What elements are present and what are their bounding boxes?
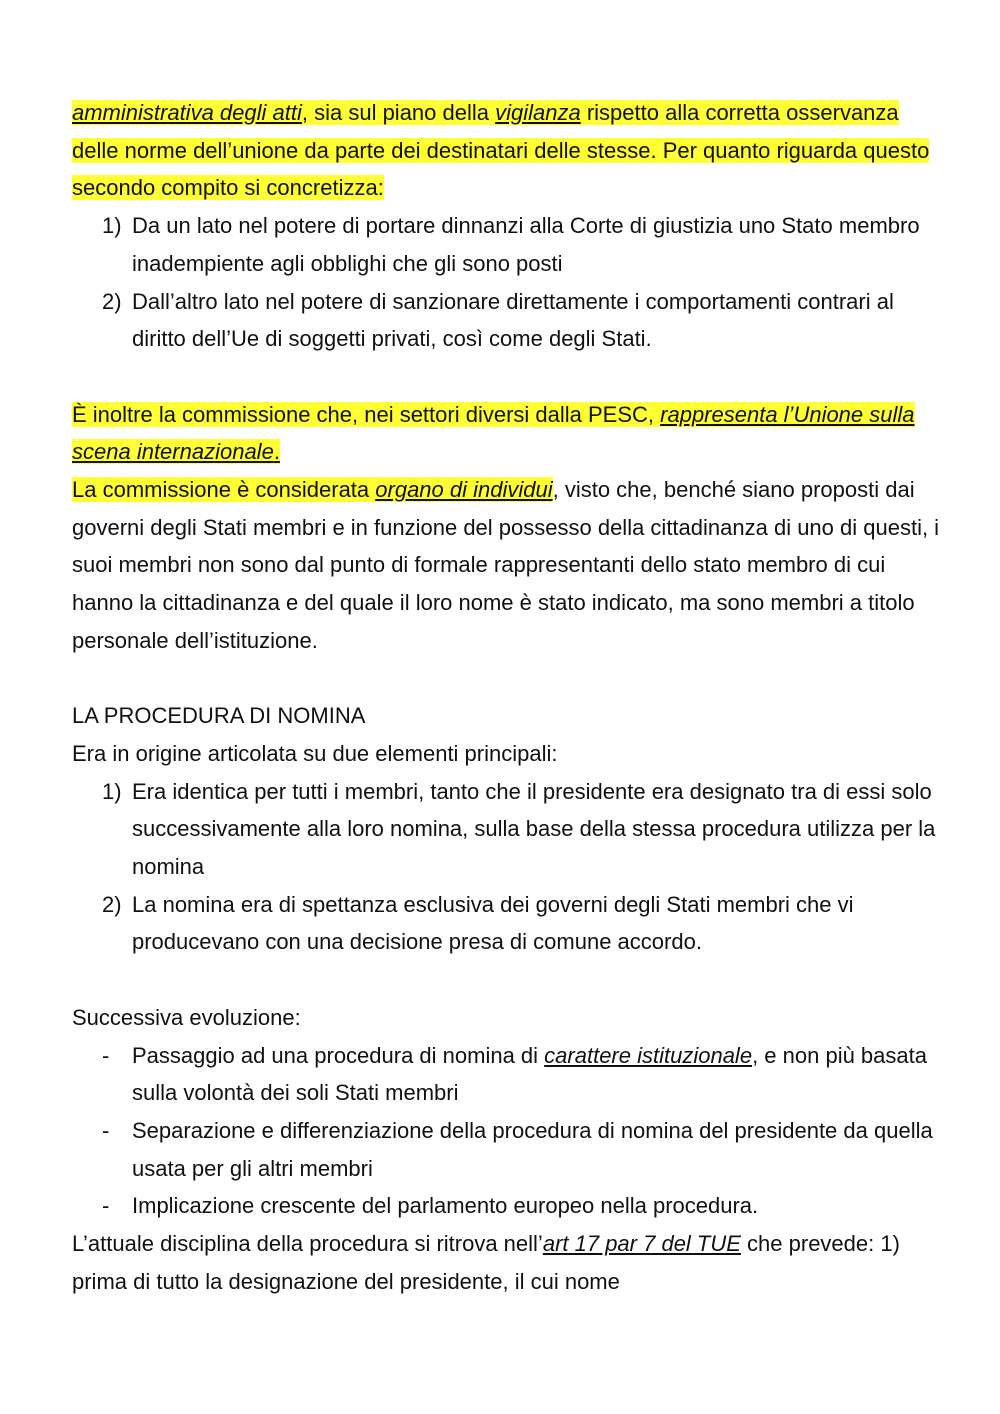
list-marker: - <box>102 1042 110 1068</box>
intro-paragraph: amministrativa degli atti, sia sul piano della vigilanza rispetto alla corretta osservanza delle norme dell’unione da parte dei destinatari delle stesse. Per quanto riguarda questo secondo compito si concretizza: <box>72 100 930 201</box>
emphasis-text: carattere istituzionale <box>544 1042 753 1068</box>
dash-list <box>72 1037 940 1226</box>
blank-line <box>72 358 940 396</box>
emphasis-text: art 17 par 7 del TUE <box>542 1231 741 1257</box>
emphasis-text: organo di individui <box>375 477 553 503</box>
list-item: - Separazione e differenziazione della procedura di nomina del presidente da quella usata per gli altri membri <box>72 1112 940 1187</box>
list-item: - Passaggio ad una procedura di nomina di carattere istituzionale, e non più basata sulla volontà dei soli Stati membri <box>72 1037 940 1112</box>
blank-line <box>72 660 940 698</box>
emphasis-text: rappresenta l’Unione sulla scena internazionale <box>72 401 915 465</box>
list-marker: 2) <box>102 288 122 314</box>
list-item: - Implicazione crescente del parlamento europeo nella procedura. <box>72 1187 940 1225</box>
list-item: 1) Da un lato nel potere di portare dinnanzi alla Corte di giustizia uno Stato membro inadempiente agli obblighi che gli sono posti <box>72 207 940 282</box>
emphasis-text: vigilanza <box>495 100 581 125</box>
numbered-list <box>72 207 940 358</box>
representation-paragraph: È inoltre la commissione che, nei settori diversi dalla PESC, rappresenta l’Unione sulla scena internazionale. <box>72 401 915 465</box>
numbered-list <box>72 773 940 962</box>
list-item: 1) Era identica per tutti i membri, tanto che il presidente era designato tra di essi solo successivamente alla loro nomina, sulla base della stessa procedura utilizza per la nomina <box>72 773 940 886</box>
section-intro: Era in origine articolata su due elementi principali: <box>72 740 558 766</box>
list-item: 2) Dall’altro lato nel potere di sanzionare direttamente i comportamenti contrari al diritto dell’Ue di soggetti privati, così come degli Stati. <box>72 283 940 358</box>
organo-paragraph: La commissione è considerata organo di individui, visto che, benché siano proposti dai governi degli Stati membri e in funzione del possesso della cittadinanza di uno di questi, i suoi membri non sono dal punto di formale rappresentanti dello stato membro di cui hanno la cittadinanza e del quale il loro nome è stato indicato, ma sono membri a titolo personale dell’istituzione. <box>72 477 940 653</box>
list-marker: - <box>102 1193 110 1219</box>
emphasis-text: amministrativa degli atti <box>72 100 302 125</box>
section-heading: LA PROCEDURA DI NOMINA <box>72 703 366 729</box>
list-marker: - <box>102 1117 110 1143</box>
list-item: 2) La nomina era di spettanza esclusiva dei governi degli Stati membri che vi producevano con una decisione presa di comune accordo. <box>72 886 940 961</box>
list-marker: 1) <box>102 213 122 239</box>
list-marker: 1) <box>102 778 122 804</box>
blank-line <box>72 961 940 999</box>
evolution-heading: Successiva evoluzione: <box>72 1004 301 1030</box>
current-regulation-paragraph: L’attuale disciplina della procedura si ritrova nell’art 17 par 7 del TUE che prevede: 1) prima di tutto la designazione del presidente, il cui nome <box>72 1231 900 1294</box>
list-marker: 2) <box>102 891 122 917</box>
